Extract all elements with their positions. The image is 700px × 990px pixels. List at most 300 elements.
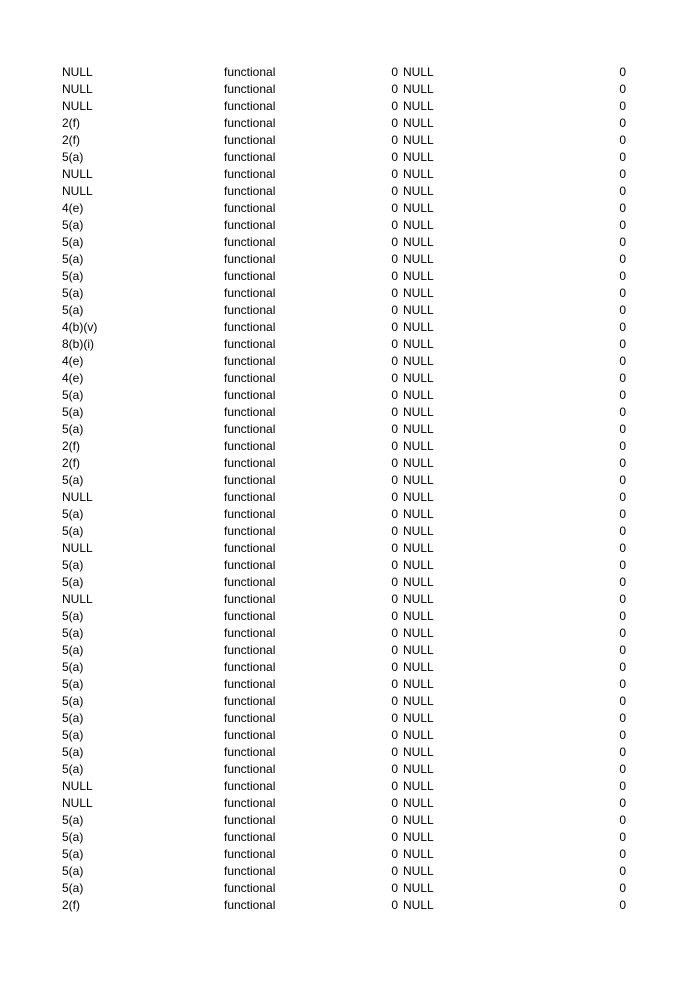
count-cell: 0 bbox=[391, 507, 398, 521]
flag-cell: 0 bbox=[619, 252, 626, 266]
count-cell: 0 bbox=[391, 813, 398, 827]
count-cell: 0 bbox=[391, 626, 398, 640]
flag-cell: 0 bbox=[619, 65, 626, 79]
table-row bbox=[0, 472, 700, 489]
section-ref-cell: 5(a) bbox=[62, 762, 84, 776]
flag-cell: 0 bbox=[619, 694, 626, 708]
flag-cell: 0 bbox=[619, 286, 626, 300]
flag-cell: 0 bbox=[619, 354, 626, 368]
count-cell: 0 bbox=[391, 728, 398, 742]
table-row bbox=[0, 693, 700, 710]
section-ref-cell: 5(a) bbox=[62, 881, 84, 895]
type-cell: functional bbox=[224, 507, 276, 521]
flag-cell: 0 bbox=[619, 116, 626, 130]
section-ref-cell: NULL bbox=[62, 490, 93, 504]
count-cell: 0 bbox=[391, 82, 398, 96]
table-row bbox=[0, 710, 700, 727]
count-cell: 0 bbox=[391, 745, 398, 759]
type-cell: functional bbox=[224, 286, 276, 300]
flag-cell: 0 bbox=[619, 592, 626, 606]
section-ref-cell: 2(f) bbox=[62, 439, 80, 453]
table-row bbox=[0, 64, 700, 81]
type-cell: functional bbox=[224, 490, 276, 504]
flag-cell: 0 bbox=[619, 558, 626, 572]
count-cell: 0 bbox=[391, 354, 398, 368]
type-cell: functional bbox=[224, 592, 276, 606]
flag-cell: 0 bbox=[619, 779, 626, 793]
value-cell: NULL bbox=[403, 116, 434, 130]
count-cell: 0 bbox=[391, 694, 398, 708]
flag-cell: 0 bbox=[619, 745, 626, 759]
section-ref-cell: 4(e) bbox=[62, 371, 84, 385]
type-cell: functional bbox=[224, 116, 276, 130]
section-ref-cell: 4(b)(v) bbox=[62, 320, 98, 334]
table-row bbox=[0, 557, 700, 574]
count-cell: 0 bbox=[391, 847, 398, 861]
section-ref-cell: NULL bbox=[62, 99, 93, 113]
type-cell: functional bbox=[224, 898, 276, 912]
value-cell: NULL bbox=[403, 847, 434, 861]
value-cell: NULL bbox=[403, 422, 434, 436]
flag-cell: 0 bbox=[619, 762, 626, 776]
type-cell: functional bbox=[224, 456, 276, 470]
count-cell: 0 bbox=[391, 830, 398, 844]
section-ref-cell: 5(a) bbox=[62, 847, 84, 861]
flag-cell: 0 bbox=[619, 201, 626, 215]
table-row bbox=[0, 268, 700, 285]
flag-cell: 0 bbox=[619, 422, 626, 436]
table-row bbox=[0, 591, 700, 608]
section-ref-cell: 2(f) bbox=[62, 116, 80, 130]
flag-cell: 0 bbox=[619, 133, 626, 147]
flag-cell: 0 bbox=[619, 813, 626, 827]
value-cell: NULL bbox=[403, 575, 434, 589]
table-row bbox=[0, 166, 700, 183]
type-cell: functional bbox=[224, 218, 276, 232]
type-cell: functional bbox=[224, 677, 276, 691]
section-ref-cell: 5(a) bbox=[62, 694, 84, 708]
count-cell: 0 bbox=[391, 150, 398, 164]
table-row bbox=[0, 778, 700, 795]
value-cell: NULL bbox=[403, 643, 434, 657]
type-cell: functional bbox=[224, 99, 276, 113]
section-ref-cell: 4(e) bbox=[62, 201, 84, 215]
table-row bbox=[0, 421, 700, 438]
value-cell: NULL bbox=[403, 711, 434, 725]
section-ref-cell: 5(a) bbox=[62, 609, 84, 623]
table-row bbox=[0, 744, 700, 761]
value-cell: NULL bbox=[403, 82, 434, 96]
section-ref-cell: 5(a) bbox=[62, 388, 84, 402]
count-cell: 0 bbox=[391, 405, 398, 419]
type-cell: functional bbox=[224, 643, 276, 657]
flag-cell: 0 bbox=[619, 456, 626, 470]
section-ref-cell: 5(a) bbox=[62, 728, 84, 742]
count-cell: 0 bbox=[391, 473, 398, 487]
flag-cell: 0 bbox=[619, 660, 626, 674]
value-cell: NULL bbox=[403, 881, 434, 895]
type-cell: functional bbox=[224, 558, 276, 572]
type-cell: functional bbox=[224, 609, 276, 623]
count-cell: 0 bbox=[391, 541, 398, 555]
value-cell: NULL bbox=[403, 320, 434, 334]
table-row bbox=[0, 659, 700, 676]
count-cell: 0 bbox=[391, 422, 398, 436]
type-cell: functional bbox=[224, 235, 276, 249]
value-cell: NULL bbox=[403, 728, 434, 742]
table-row bbox=[0, 523, 700, 540]
section-ref-cell: 5(a) bbox=[62, 626, 84, 640]
count-cell: 0 bbox=[391, 898, 398, 912]
value-cell: NULL bbox=[403, 592, 434, 606]
count-cell: 0 bbox=[391, 779, 398, 793]
type-cell: functional bbox=[224, 82, 276, 96]
count-cell: 0 bbox=[391, 711, 398, 725]
section-ref-cell: 5(a) bbox=[62, 405, 84, 419]
section-ref-cell: 2(f) bbox=[62, 133, 80, 147]
section-ref-cell: NULL bbox=[62, 541, 93, 555]
section-ref-cell: 5(a) bbox=[62, 524, 84, 538]
count-cell: 0 bbox=[391, 99, 398, 113]
type-cell: functional bbox=[224, 388, 276, 402]
table-row bbox=[0, 574, 700, 591]
flag-cell: 0 bbox=[619, 643, 626, 657]
value-cell: NULL bbox=[403, 133, 434, 147]
flag-cell: 0 bbox=[619, 184, 626, 198]
count-cell: 0 bbox=[391, 439, 398, 453]
flag-cell: 0 bbox=[619, 269, 626, 283]
flag-cell: 0 bbox=[619, 830, 626, 844]
section-ref-cell: 5(a) bbox=[62, 830, 84, 844]
value-cell: NULL bbox=[403, 745, 434, 759]
count-cell: 0 bbox=[391, 133, 398, 147]
section-ref-cell: NULL bbox=[62, 65, 93, 79]
section-ref-cell: 5(a) bbox=[62, 745, 84, 759]
type-cell: functional bbox=[224, 728, 276, 742]
flag-cell: 0 bbox=[619, 524, 626, 538]
table-row bbox=[0, 404, 700, 421]
type-cell: functional bbox=[224, 439, 276, 453]
count-cell: 0 bbox=[391, 286, 398, 300]
count-cell: 0 bbox=[391, 592, 398, 606]
count-cell: 0 bbox=[391, 524, 398, 538]
section-ref-cell: 5(a) bbox=[62, 677, 84, 691]
section-ref-cell: 5(a) bbox=[62, 218, 84, 232]
table-row bbox=[0, 353, 700, 370]
value-cell: NULL bbox=[403, 524, 434, 538]
table-row bbox=[0, 200, 700, 217]
section-ref-cell: 5(a) bbox=[62, 269, 84, 283]
value-cell: NULL bbox=[403, 184, 434, 198]
value-cell: NULL bbox=[403, 218, 434, 232]
flag-cell: 0 bbox=[619, 626, 626, 640]
flag-cell: 0 bbox=[619, 796, 626, 810]
flag-cell: 0 bbox=[619, 82, 626, 96]
value-cell: NULL bbox=[403, 388, 434, 402]
value-cell: NULL bbox=[403, 796, 434, 810]
type-cell: functional bbox=[224, 167, 276, 181]
flag-cell: 0 bbox=[619, 609, 626, 623]
type-cell: functional bbox=[224, 405, 276, 419]
flag-cell: 0 bbox=[619, 541, 626, 555]
value-cell: NULL bbox=[403, 99, 434, 113]
count-cell: 0 bbox=[391, 235, 398, 249]
table-row bbox=[0, 625, 700, 642]
type-cell: functional bbox=[224, 830, 276, 844]
type-cell: functional bbox=[224, 745, 276, 759]
type-cell: functional bbox=[224, 575, 276, 589]
table-row bbox=[0, 761, 700, 778]
type-cell: functional bbox=[224, 541, 276, 555]
count-cell: 0 bbox=[391, 762, 398, 776]
flag-cell: 0 bbox=[619, 218, 626, 232]
count-cell: 0 bbox=[391, 881, 398, 895]
value-cell: NULL bbox=[403, 677, 434, 691]
count-cell: 0 bbox=[391, 65, 398, 79]
table-row bbox=[0, 217, 700, 234]
count-cell: 0 bbox=[391, 490, 398, 504]
value-cell: NULL bbox=[403, 762, 434, 776]
section-ref-cell: 5(a) bbox=[62, 303, 84, 317]
type-cell: functional bbox=[224, 320, 276, 334]
count-cell: 0 bbox=[391, 660, 398, 674]
value-cell: NULL bbox=[403, 371, 434, 385]
value-cell: NULL bbox=[403, 405, 434, 419]
type-cell: functional bbox=[224, 813, 276, 827]
type-cell: functional bbox=[224, 660, 276, 674]
value-cell: NULL bbox=[403, 609, 434, 623]
table-row bbox=[0, 846, 700, 863]
type-cell: functional bbox=[224, 711, 276, 725]
value-cell: NULL bbox=[403, 507, 434, 521]
table-row bbox=[0, 336, 700, 353]
type-cell: functional bbox=[224, 796, 276, 810]
count-cell: 0 bbox=[391, 269, 398, 283]
table-row bbox=[0, 540, 700, 557]
flag-cell: 0 bbox=[619, 99, 626, 113]
table-row bbox=[0, 880, 700, 897]
table-row bbox=[0, 812, 700, 829]
flag-cell: 0 bbox=[619, 728, 626, 742]
section-ref-cell: NULL bbox=[62, 167, 93, 181]
count-cell: 0 bbox=[391, 677, 398, 691]
table-row bbox=[0, 149, 700, 166]
table-row bbox=[0, 370, 700, 387]
flag-cell: 0 bbox=[619, 303, 626, 317]
value-cell: NULL bbox=[403, 286, 434, 300]
count-cell: 0 bbox=[391, 558, 398, 572]
table-row bbox=[0, 863, 700, 880]
section-ref-cell: 8(b)(i) bbox=[62, 337, 94, 351]
table-row bbox=[0, 489, 700, 506]
flag-cell: 0 bbox=[619, 575, 626, 589]
section-ref-cell: 5(a) bbox=[62, 235, 84, 249]
count-cell: 0 bbox=[391, 456, 398, 470]
type-cell: functional bbox=[224, 65, 276, 79]
table-row bbox=[0, 285, 700, 302]
value-cell: NULL bbox=[403, 201, 434, 215]
count-cell: 0 bbox=[391, 609, 398, 623]
section-ref-cell: 5(a) bbox=[62, 473, 84, 487]
count-cell: 0 bbox=[391, 388, 398, 402]
flag-cell: 0 bbox=[619, 711, 626, 725]
flag-cell: 0 bbox=[619, 150, 626, 164]
type-cell: functional bbox=[224, 626, 276, 640]
table-row bbox=[0, 727, 700, 744]
section-ref-cell: NULL bbox=[62, 184, 93, 198]
section-ref-cell: 5(a) bbox=[62, 150, 84, 164]
value-cell: NULL bbox=[403, 830, 434, 844]
flag-cell: 0 bbox=[619, 167, 626, 181]
table-row bbox=[0, 387, 700, 404]
count-cell: 0 bbox=[391, 575, 398, 589]
data-table bbox=[0, 64, 700, 914]
table-row bbox=[0, 608, 700, 625]
table-row bbox=[0, 897, 700, 914]
value-cell: NULL bbox=[403, 235, 434, 249]
type-cell: functional bbox=[224, 422, 276, 436]
type-cell: functional bbox=[224, 184, 276, 198]
value-cell: NULL bbox=[403, 167, 434, 181]
flag-cell: 0 bbox=[619, 677, 626, 691]
section-ref-cell: 4(e) bbox=[62, 354, 84, 368]
type-cell: functional bbox=[224, 779, 276, 793]
count-cell: 0 bbox=[391, 320, 398, 334]
value-cell: NULL bbox=[403, 864, 434, 878]
section-ref-cell: 5(a) bbox=[62, 422, 84, 436]
count-cell: 0 bbox=[391, 218, 398, 232]
flag-cell: 0 bbox=[619, 337, 626, 351]
section-ref-cell: 5(a) bbox=[62, 286, 84, 300]
flag-cell: 0 bbox=[619, 473, 626, 487]
flag-cell: 0 bbox=[619, 371, 626, 385]
value-cell: NULL bbox=[403, 337, 434, 351]
value-cell: NULL bbox=[403, 660, 434, 674]
section-ref-cell: 2(f) bbox=[62, 456, 80, 470]
type-cell: functional bbox=[224, 694, 276, 708]
flag-cell: 0 bbox=[619, 235, 626, 249]
type-cell: functional bbox=[224, 762, 276, 776]
type-cell: functional bbox=[224, 524, 276, 538]
flag-cell: 0 bbox=[619, 864, 626, 878]
flag-cell: 0 bbox=[619, 898, 626, 912]
count-cell: 0 bbox=[391, 337, 398, 351]
type-cell: functional bbox=[224, 371, 276, 385]
table-row bbox=[0, 829, 700, 846]
flag-cell: 0 bbox=[619, 507, 626, 521]
type-cell: functional bbox=[224, 252, 276, 266]
value-cell: NULL bbox=[403, 473, 434, 487]
count-cell: 0 bbox=[391, 643, 398, 657]
type-cell: functional bbox=[224, 303, 276, 317]
section-ref-cell: 5(a) bbox=[62, 643, 84, 657]
section-ref-cell: 5(a) bbox=[62, 864, 84, 878]
count-cell: 0 bbox=[391, 303, 398, 317]
table-row bbox=[0, 183, 700, 200]
section-ref-cell: 5(a) bbox=[62, 711, 84, 725]
count-cell: 0 bbox=[391, 201, 398, 215]
value-cell: NULL bbox=[403, 490, 434, 504]
table-row bbox=[0, 115, 700, 132]
section-ref-cell: 5(a) bbox=[62, 813, 84, 827]
value-cell: NULL bbox=[403, 694, 434, 708]
flag-cell: 0 bbox=[619, 881, 626, 895]
count-cell: 0 bbox=[391, 116, 398, 130]
value-cell: NULL bbox=[403, 252, 434, 266]
table-row bbox=[0, 438, 700, 455]
count-cell: 0 bbox=[391, 796, 398, 810]
type-cell: functional bbox=[224, 201, 276, 215]
section-ref-cell: 5(a) bbox=[62, 660, 84, 674]
count-cell: 0 bbox=[391, 184, 398, 198]
table-row bbox=[0, 302, 700, 319]
flag-cell: 0 bbox=[619, 490, 626, 504]
flag-cell: 0 bbox=[619, 320, 626, 334]
flag-cell: 0 bbox=[619, 405, 626, 419]
section-ref-cell: 5(a) bbox=[62, 558, 84, 572]
table-row bbox=[0, 98, 700, 115]
type-cell: functional bbox=[224, 847, 276, 861]
flag-cell: 0 bbox=[619, 847, 626, 861]
section-ref-cell: 2(f) bbox=[62, 898, 80, 912]
type-cell: functional bbox=[224, 337, 276, 351]
value-cell: NULL bbox=[403, 779, 434, 793]
value-cell: NULL bbox=[403, 558, 434, 572]
count-cell: 0 bbox=[391, 864, 398, 878]
type-cell: functional bbox=[224, 473, 276, 487]
table-row bbox=[0, 455, 700, 472]
count-cell: 0 bbox=[391, 167, 398, 181]
value-cell: NULL bbox=[403, 456, 434, 470]
value-cell: NULL bbox=[403, 354, 434, 368]
table-row bbox=[0, 506, 700, 523]
section-ref-cell: NULL bbox=[62, 796, 93, 810]
section-ref-cell: NULL bbox=[62, 779, 93, 793]
section-ref-cell: NULL bbox=[62, 592, 93, 606]
value-cell: NULL bbox=[403, 626, 434, 640]
count-cell: 0 bbox=[391, 252, 398, 266]
value-cell: NULL bbox=[403, 65, 434, 79]
value-cell: NULL bbox=[403, 269, 434, 283]
value-cell: NULL bbox=[403, 813, 434, 827]
flag-cell: 0 bbox=[619, 388, 626, 402]
value-cell: NULL bbox=[403, 541, 434, 555]
value-cell: NULL bbox=[403, 439, 434, 453]
table-row bbox=[0, 81, 700, 98]
count-cell: 0 bbox=[391, 371, 398, 385]
type-cell: functional bbox=[224, 150, 276, 164]
section-ref-cell: 5(a) bbox=[62, 507, 84, 521]
value-cell: NULL bbox=[403, 150, 434, 164]
section-ref-cell: 5(a) bbox=[62, 252, 84, 266]
value-cell: NULL bbox=[403, 898, 434, 912]
type-cell: functional bbox=[224, 881, 276, 895]
table-row bbox=[0, 319, 700, 336]
table-row bbox=[0, 642, 700, 659]
table-row bbox=[0, 251, 700, 268]
type-cell: functional bbox=[224, 354, 276, 368]
section-ref-cell: 5(a) bbox=[62, 575, 84, 589]
table-row bbox=[0, 132, 700, 149]
table-row bbox=[0, 234, 700, 251]
type-cell: functional bbox=[224, 133, 276, 147]
type-cell: functional bbox=[224, 864, 276, 878]
type-cell: functional bbox=[224, 269, 276, 283]
section-ref-cell: NULL bbox=[62, 82, 93, 96]
table-row bbox=[0, 676, 700, 693]
table-row bbox=[0, 795, 700, 812]
value-cell: NULL bbox=[403, 303, 434, 317]
